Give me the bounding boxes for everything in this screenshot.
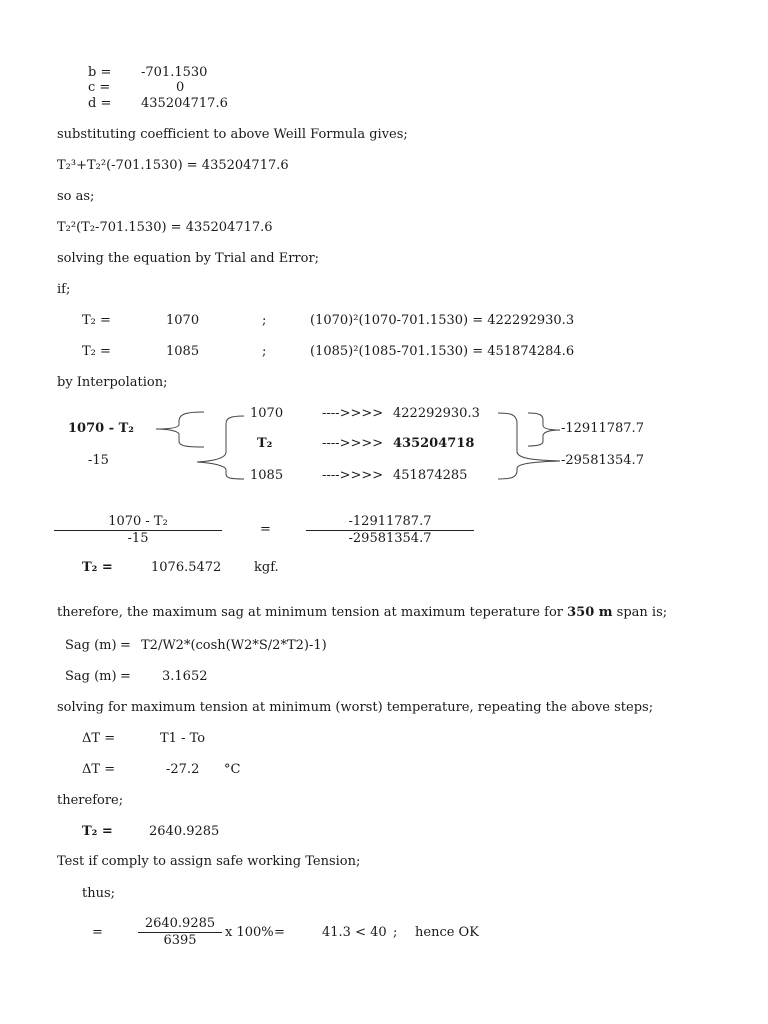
coef-b-label: b = [88,65,112,80]
fraction-right-denominator: -29581354.7 [348,531,432,546]
delta-t-1-value: T1 - To [160,731,206,746]
trial-1-calc: (1070)²(1070-701.1530) = 422292930.3 [310,313,575,328]
trial-2-label: T₂ = [82,344,111,359]
delta-t-2-unit: °C [224,762,241,777]
left-outer-brace [156,412,204,447]
equation-1: T₂³+T₂²(-701.1530) = 435204717.6 [57,158,289,173]
final-denominator: 6395 [163,933,197,948]
result-1-label: T₂ = [82,560,113,575]
fraction-right-numerator: -12911787.7 [348,514,432,529]
paragraph-trial-error: solving the equation by Trial and Error; [57,251,320,266]
interp-row-3-y: 451874285 [393,468,468,483]
final-separator: ; [393,925,398,940]
interp-row-1-arrow: ---->>>> [322,406,384,421]
sag-value: 3.1652 [162,669,208,684]
final-equals: = [92,925,103,940]
trial-2-separator: ; [262,344,267,359]
paragraph-test-comply: Test if comply to assign safe working Tension; [57,854,361,869]
sag-value-label: Sag (m) [65,669,117,684]
sag-formula-equals: = [120,638,131,653]
fraction-equals: = [260,522,271,537]
equation-2: T₂²(T₂-701.1530) = 435204717.6 [57,220,273,235]
coef-d-label: d = [88,96,112,111]
right-outer-brace [528,413,560,446]
final-equals-2: = [274,925,285,940]
delta-t-1-label: ΔT = [82,731,116,746]
fraction-left-denominator: -15 [127,531,149,546]
trial-2-calc: (1085)²(1085-701.1530) = 451874284.6 [310,344,575,359]
paragraph-so-as: so as; [57,189,95,204]
span-length: 350 m [567,605,613,620]
coef-b-value: -701.1530 [141,65,208,80]
result-1-unit: kgf. [254,560,279,575]
final-numerator: 2640.9285 [144,916,216,931]
final-verdict: hence OK [415,925,479,940]
coef-c-label: c = [88,80,111,95]
paragraph-max-sag-pre: therefore, the maximum sag at minimum tension at maximum teperature for [57,605,568,620]
paragraph-max-tension: solving for maximum tension at minimum (worst) temperature, repeating the above steps; [57,700,654,715]
interp-row-1-x: 1070 [250,406,284,421]
paragraph-max-sag [57,605,667,621]
result-1-value: 1076.5472 [151,560,222,575]
trial-2-value: 1085 [166,344,200,359]
left-inner-brace [197,416,244,479]
interp-left-bottom: -15 [88,453,109,468]
trial-1-separator: ; [262,313,267,328]
fraction-left-numerator: 1070 - T₂ [108,514,168,529]
trial-1-value: 1070 [166,313,200,328]
interp-right-top: -12911787.7 [561,421,644,436]
delta-t-2-value: -27.2 [166,762,200,777]
sag-formula-label: Sag (m) [65,638,117,653]
final-times: x 100% [225,925,274,940]
paragraph-max-sag-post: span is; [612,605,668,620]
interp-row-3-arrow: ---->>>> [322,468,384,483]
paragraph-therefore: therefore; [57,793,124,808]
paragraph-thus: thus; [82,886,116,901]
sag-value-equals: = [120,669,131,684]
interp-row-3-x: 1085 [250,468,284,483]
coef-c-value: 0 [176,80,185,95]
paragraph-substituting: substituting coefficient to above Weill Formula gives; [57,127,408,142]
interp-row-2-y: 435204718 [393,436,475,451]
paragraph-if: if; [57,282,71,297]
trial-1-label: T₂ = [82,313,111,328]
interp-right-bottom: -29581354.7 [561,453,644,468]
interp-row-2-arrow: ---->>>> [322,436,384,451]
interp-row-1-y: 422292930.3 [393,406,480,421]
sag-formula: T2/W2*(cosh(W2*S/2*T2)-1) [141,638,327,653]
final-result: 41.3 < 40 [322,925,387,940]
result-2-label: T₂ = [82,824,113,839]
delta-t-2-label: ΔT = [82,762,116,777]
interp-left-top: 1070 - T₂ [68,421,134,436]
paragraph-interpolation: by Interpolation; [57,375,168,390]
result-2-value: 2640.9285 [149,824,220,839]
interp-row-2-x: T₂ [257,436,273,451]
coef-d-value: 435204717.6 [141,96,228,111]
